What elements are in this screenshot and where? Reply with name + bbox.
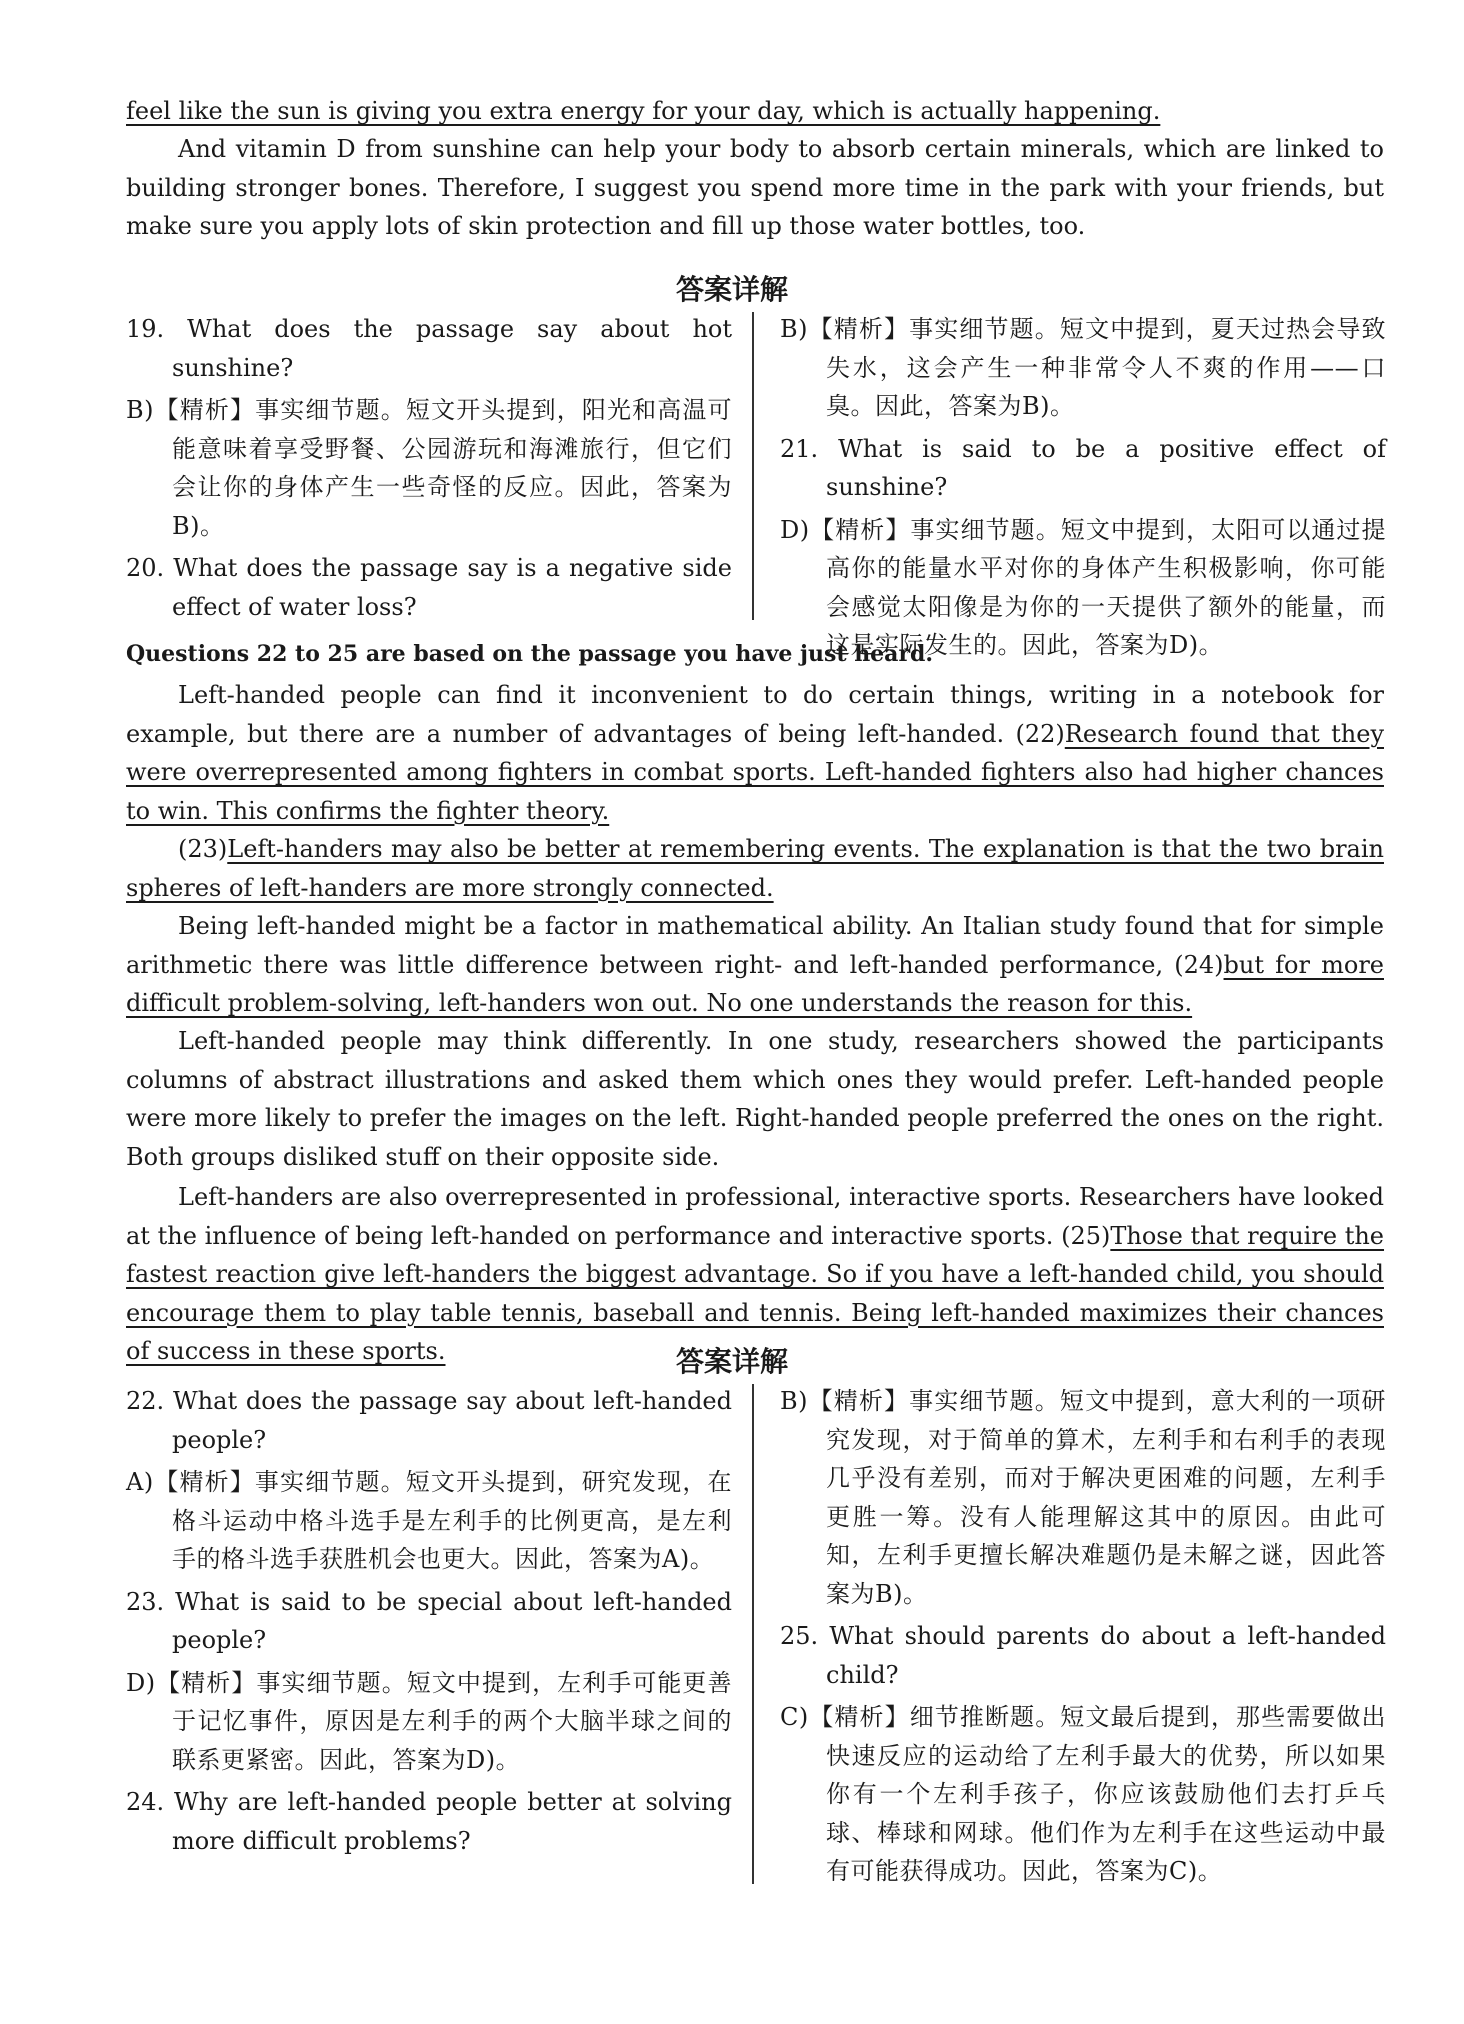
answer-explanation-title-2: 答案详解 bbox=[675, 1345, 788, 1378]
answer-22: A)【精析】事实细节题。短文开头提到，研究发现，在格斗运动中格斗选手是左利手的比例更高，是左利手的格斗选手获胜机会也更大。因此，答案为A)。 bbox=[126, 1468, 732, 1573]
passage-paragraph-1 bbox=[126, 676, 1384, 830]
question-20: 20. What does the passage say is a negative side effect of water loss? bbox=[126, 554, 732, 621]
column-divider-1 bbox=[752, 312, 754, 620]
passage-intro: Questions 22 to 25 are based on the passage you have just heard. bbox=[126, 641, 934, 667]
paragraph-1-underlined: Research found that they were overrepresented among fighters in combat sports. Left-handed fighters also had higher chances to win. This confirms the fighter theory. bbox=[126, 719, 1384, 825]
passage-paragraph-4: Left-handed people may think differently. In one study, researchers showed the participants columns of abstract illustrations and asked them which ones they would prefer. Left-handed people were more likely to prefer the images on the left. Right-handed people preferred the ones on the right. Both groups disliked stuff on their opposite side. bbox=[126, 1027, 1384, 1171]
top-line bbox=[126, 92, 1384, 131]
answers-right-column-1 bbox=[780, 310, 1386, 669]
paragraph-2-text: (23) bbox=[178, 835, 228, 863]
answer-20: B)【精析】事实细节题。短文中提到，夏天过热会导致失水，这会产生一种非常令人不爽的作用——口臭。因此，答案为B)。 bbox=[780, 315, 1386, 420]
passage-paragraph-3 bbox=[126, 907, 1384, 1023]
answers-left-column-1 bbox=[126, 310, 732, 630]
answer-21: D)【精析】事实细节题。短文中提到，太阳可以通过提高你的能量水平对你的身体产生积极影响，你可能会感觉太阳像是为你的一天提供了额外的能量，而这是实际发生的。因此，答案为D)。 bbox=[780, 515, 1386, 659]
question-24: 24. Why are left-handed people better at solving more difficult problems? bbox=[126, 1788, 732, 1855]
paragraph-3-text: Being left-handed might be a factor in mathematical ability. An Italian study found that for simple arithmetic there was little difference between right- and left-handed performance, (24) bbox=[126, 912, 1384, 979]
column-divider-2 bbox=[752, 1384, 754, 1884]
answer-explanation-title-1: 答案详解 bbox=[675, 273, 788, 306]
paragraph-2-underlined: Left-handers may also be better at remembering events. The explanation is that the two brain spheres of left-handers are more strongly connected. bbox=[126, 835, 1384, 902]
question-25: 25. What should parents do about a left-handed child? bbox=[780, 1622, 1386, 1689]
question-19: 19. What does the passage say about hot sunshine? bbox=[126, 315, 732, 382]
vitamin-d-paragraph: And vitamin D from sunshine can help your body to absorb certain minerals, which are linked to building stronger bones. Therefore, I suggest you spend more time in the park with your friends, but make sure you apply lots of skin protection and fill up those water bottles, too. bbox=[126, 135, 1384, 240]
question-23: 23. What is said to be special about left-handed people? bbox=[126, 1587, 732, 1654]
underlined-sentence: feel like the sun is giving you extra energy for your day, which is actually happening. bbox=[126, 97, 1161, 125]
passage-paragraph-2 bbox=[126, 830, 1384, 907]
paragraph-5-underlined: Those that require the fastest reaction give left-handers the biggest advantage. So if you have a left-handed child, you should encourage them to play table tennis, baseball and tennis. Being left-handed maximizes their chances of success in these sports. bbox=[126, 1221, 1385, 1365]
paragraph-5-text: Left-handers are also overrepresented in professional, interactive sports. Researchers have looked at the influence of being left-handed on performance and interactive sports. (25) bbox=[126, 1183, 1384, 1250]
answer-19: B)【精析】事实细节题。短文开头提到，阳光和高温可能意味着享受野餐、公园游玩和海滩旅行，但它们会让你的身体产生一些奇怪的反应。因此，答案为B)。 bbox=[126, 396, 732, 540]
question-22: 22. What does the passage say about left-handed people? bbox=[126, 1387, 732, 1454]
answer-23: D)【精析】事实细节题。短文中提到，左利手可能更善于记忆事件，原因是左利手的两个大脑半球之间的联系更紧密。因此，答案为D)。 bbox=[126, 1668, 732, 1774]
paragraph-3-underlined: but for more difficult problem-solving, left-handers won out. No one understands the reason for this. bbox=[126, 950, 1384, 1017]
answers-right-column-2 bbox=[780, 1382, 1386, 1895]
answers-left-column-2 bbox=[126, 1382, 732, 1864]
paragraph-1-text: Left-handed people can find it inconvenient to do certain things, writing in a notebook for example, but there are a number of advantages of being left-handed. (22) bbox=[126, 681, 1384, 748]
question-21: 21. What is said to be a positive effect of sunshine? bbox=[780, 434, 1386, 501]
answer-24: B)【精析】事实细节题。短文中提到，意大利的一项研究发现，对于简单的算术，左利手和右利手的表现几乎没有差别，而对于解决更困难的问题，左利手更胜一筹。没有人能理解这其中的原因。由此可知，左利手更擅长解决难题仍是未解之谜，因此答案为B)。 bbox=[780, 1387, 1386, 1608]
answer-25: C)【精析】细节推断题。短文最后提到，那些需要做出快速反应的运动给了左利手最大的优势，所以如果你有一个左利手孩子，你应该鼓励他们去打乒乓球、棒球和网球。他们作为左利手在这些运动中最有可能获得成功。因此，答案为C)。 bbox=[780, 1703, 1386, 1885]
